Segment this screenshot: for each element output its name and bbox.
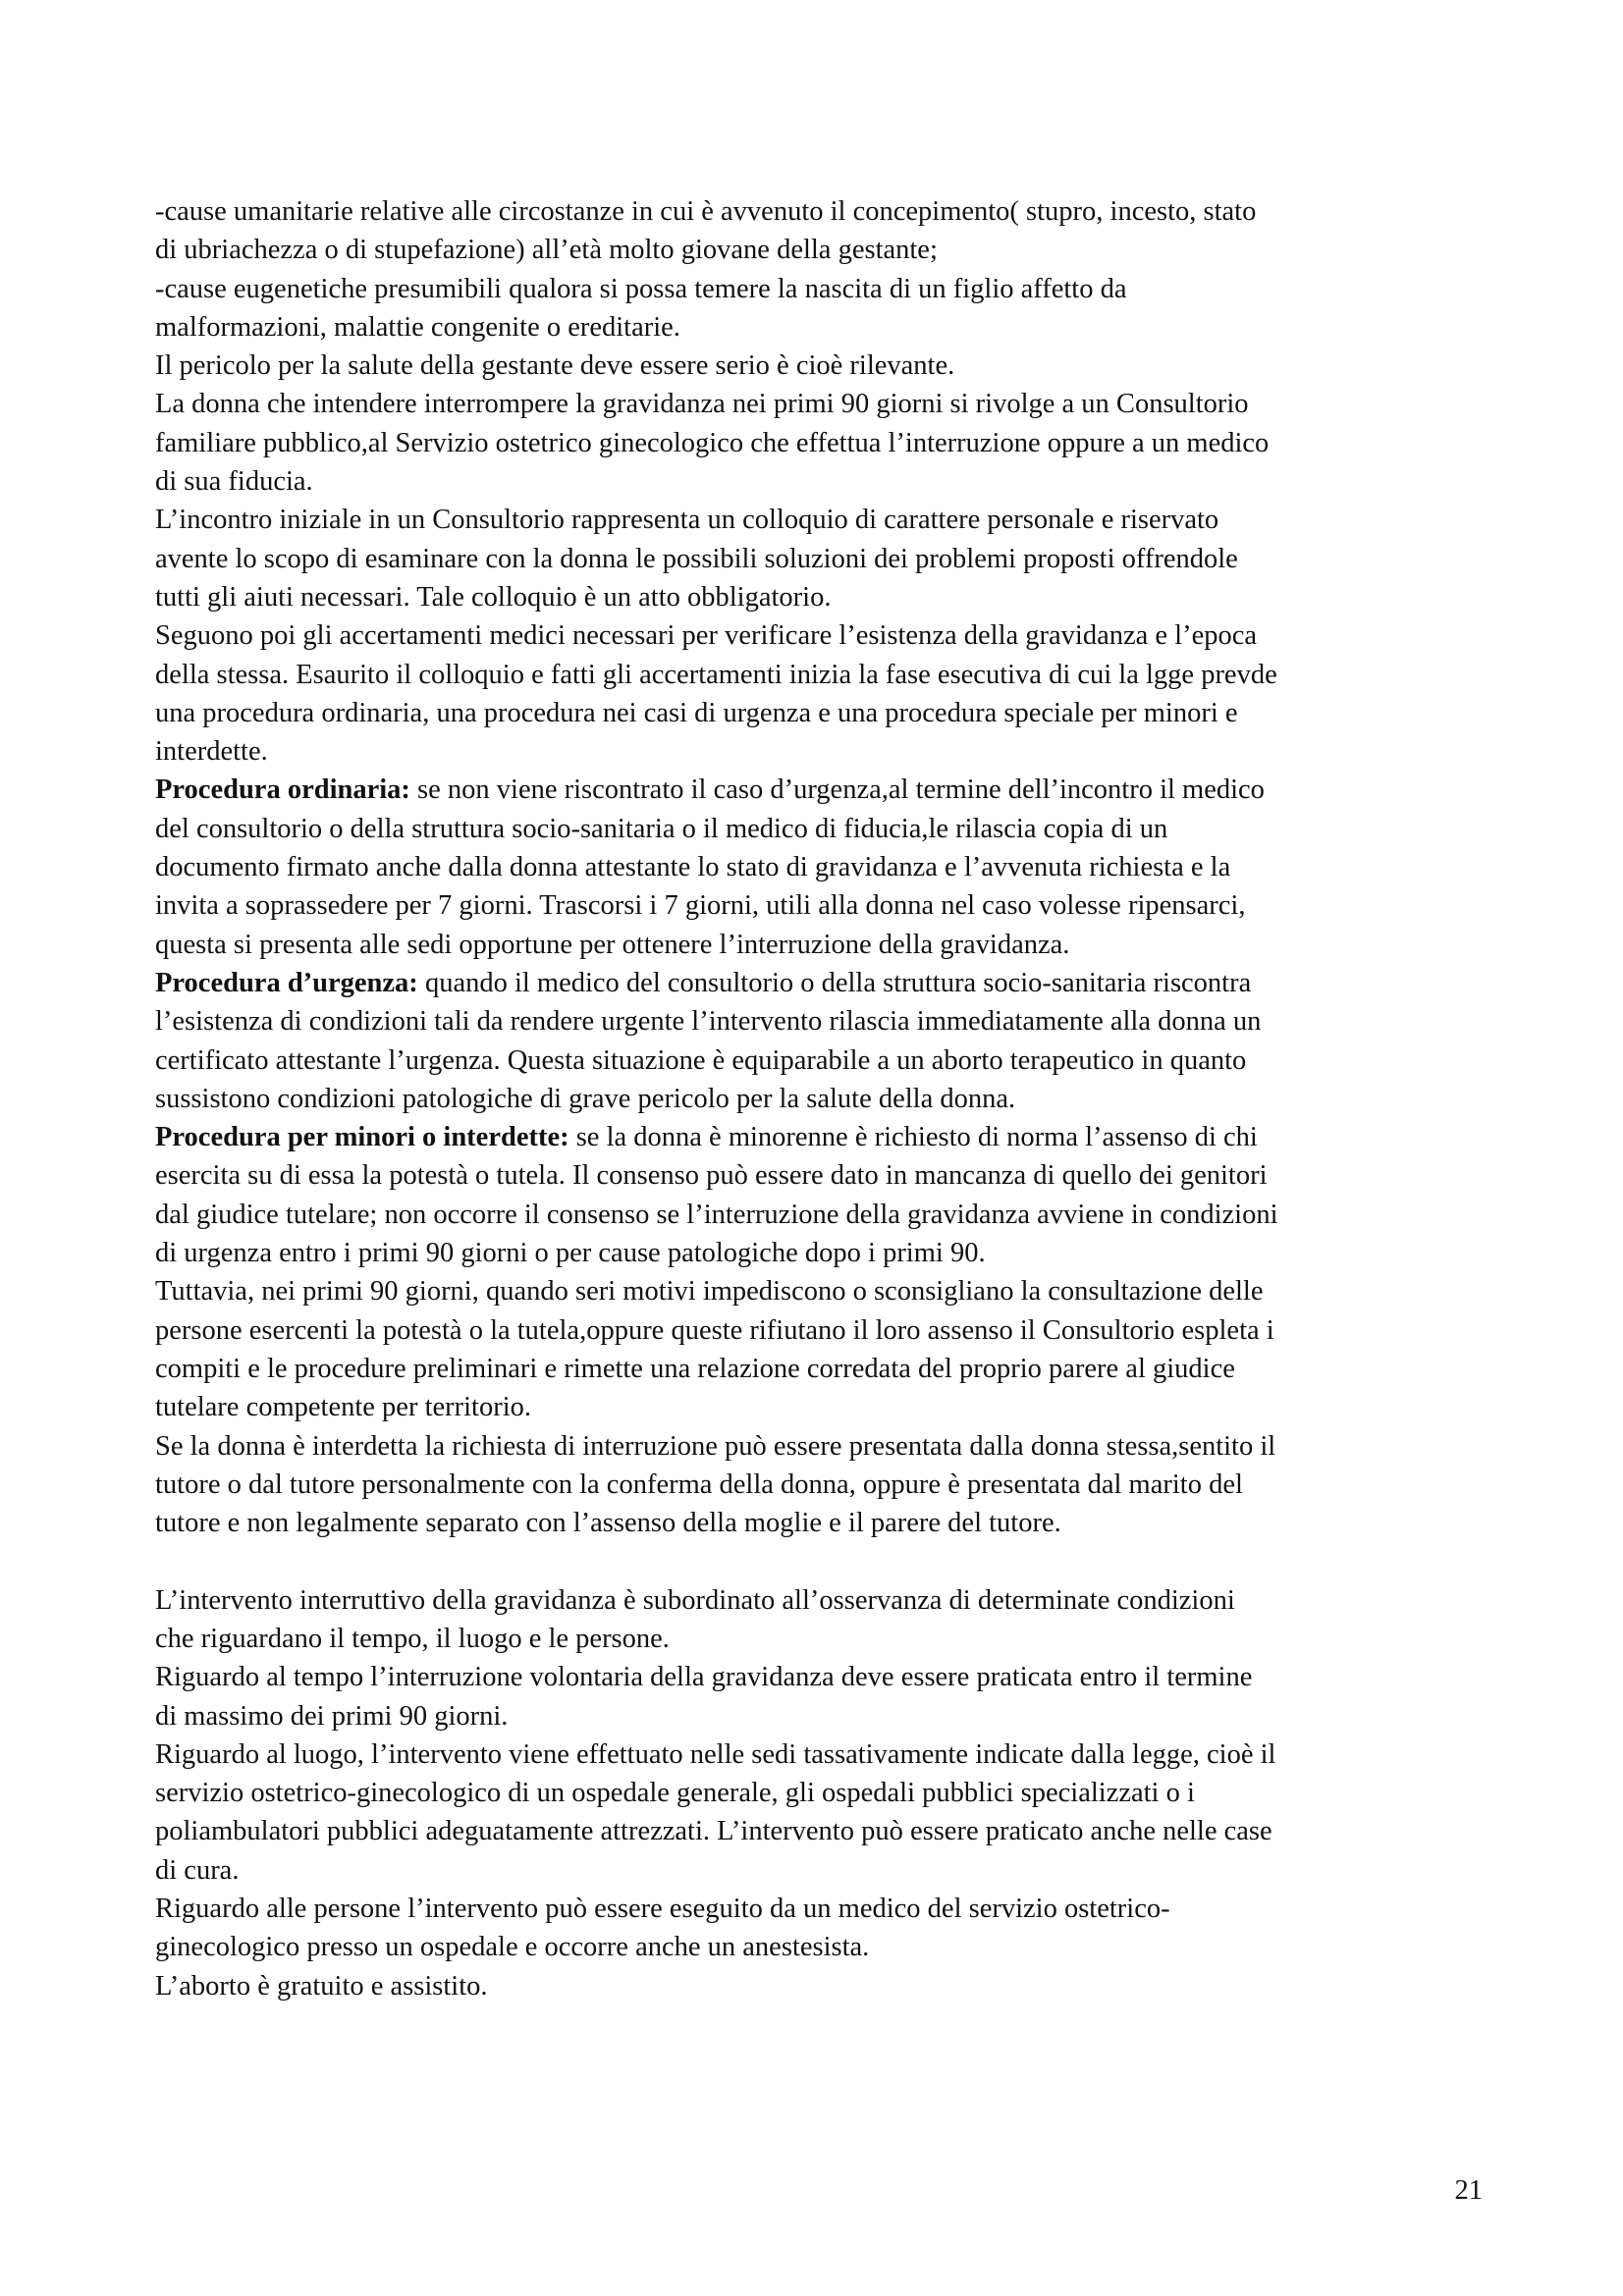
line-text: che riguardano il tempo, il luogo e le persone. bbox=[155, 1623, 670, 1654]
text-line bbox=[155, 694, 1476, 732]
line-text: Seguono poi gli accertamenti medici necessari per verificare l’esistenza della gravidanza e l’epoca bbox=[155, 620, 1258, 652]
text-line bbox=[155, 1311, 1476, 1350]
line-text: familiare pubblico,al Servizio ostetrico ginecologico che effettua l’interruzione oppure a un medico bbox=[155, 427, 1270, 458]
text-line bbox=[155, 385, 1476, 423]
line-text: avente lo scopo di esaminare con la donna le possibili soluzioni dei problemi proposti offrendole bbox=[155, 543, 1238, 574]
text-line bbox=[155, 424, 1476, 462]
text-line bbox=[155, 1427, 1476, 1466]
line-text: una procedura ordinaria, una procedura nei casi di urgenza e una procedura speciale per minori e bbox=[155, 697, 1238, 728]
line-text: documento firmato anche dalla donna attestante lo stato di gravidanza e l’avvenuta richiesta e la bbox=[155, 852, 1231, 883]
text-line bbox=[155, 1890, 1476, 1928]
line-text: Il pericolo per la salute della gestante deve essere serio è cioè rilevante. bbox=[155, 350, 955, 382]
body-paragraph bbox=[155, 192, 1476, 270]
body-paragraph bbox=[155, 616, 1476, 771]
text-line bbox=[155, 616, 1476, 655]
line-text: di massimo dei primi 90 giorni. bbox=[155, 1700, 509, 1732]
line-text: del consultorio o della struttura socio-sanitaria o il medico di fiducia,le rilascia copia di un bbox=[155, 813, 1168, 844]
line-text: di ubriachezza o di stupefazione) all’età molto giovane della gestante; bbox=[155, 235, 938, 266]
text-line bbox=[155, 501, 1476, 539]
text-line bbox=[155, 1041, 1476, 1080]
text-line bbox=[155, 1581, 1476, 1620]
body-paragraph bbox=[155, 385, 1476, 501]
text-line bbox=[155, 347, 1476, 385]
line-text: dal giudice tutelare; non occorre il consenso se l’interruzione della gravidanza avviene in condizioni bbox=[155, 1199, 1278, 1230]
text-line bbox=[155, 270, 1476, 308]
text-line bbox=[155, 1967, 1476, 2005]
procedure-text: se non viene riscontrato il caso d’urgenza,al termine dell’incontro il medico bbox=[409, 774, 1265, 806]
text-line bbox=[155, 732, 1476, 771]
body-paragraph bbox=[155, 1581, 1476, 1659]
line-text: ginecologico presso un ospedale e occorre anche un anestesista. bbox=[155, 1932, 870, 1963]
text-line bbox=[155, 964, 1476, 1002]
line-text: tutelare competente per territorio. bbox=[155, 1392, 531, 1423]
body-paragraph bbox=[155, 1735, 1476, 1890]
text-line bbox=[155, 810, 1476, 848]
text-line bbox=[155, 1466, 1476, 1504]
procedure-heading: Procedura ordinaria: bbox=[155, 774, 410, 806]
text-line bbox=[155, 1851, 1476, 1890]
line-text: Riguardo alle persone l’intervento può essere eseguito da un medico del servizio ostetrico- bbox=[155, 1894, 1170, 1925]
line-text: L’incontro iniziale in un Consultorio rappresenta un colloquio di carattere personale e riservato bbox=[155, 505, 1219, 536]
text-line bbox=[155, 231, 1476, 269]
text-line bbox=[155, 1735, 1476, 1774]
text-line bbox=[155, 656, 1476, 694]
body-paragraph bbox=[155, 1427, 1476, 1543]
document-body bbox=[155, 192, 1476, 2005]
body-paragraph bbox=[155, 1890, 1476, 1967]
text-line bbox=[155, 1272, 1476, 1310]
text-line bbox=[155, 1234, 1476, 1272]
line-text: L’aborto è gratuito e assistito. bbox=[155, 1970, 488, 2002]
procedure-paragraph bbox=[155, 964, 1476, 1118]
text-line bbox=[155, 1812, 1476, 1850]
text-line bbox=[155, 1658, 1476, 1696]
line-text: della stessa. Esaurito il colloquio e fatti gli accertamenti inizia la fase esecutiva di cui la lgge prevde bbox=[155, 659, 1277, 690]
text-line bbox=[155, 540, 1476, 578]
body-paragraph bbox=[155, 347, 1476, 385]
text-line bbox=[155, 1620, 1476, 1658]
line-text: -cause umanitarie relative alle circostanze in cui è avvenuto il concepimento( stupro, incesto, stato bbox=[155, 196, 1257, 227]
line-text: interdette. bbox=[155, 736, 268, 768]
line-text: Se la donna è interdetta la richiesta di interruzione può essere presentata dalla donna stessa,sentito il bbox=[155, 1430, 1276, 1462]
text-line bbox=[155, 771, 1476, 809]
procedure-paragraph bbox=[155, 771, 1476, 963]
body-paragraph bbox=[155, 1658, 1476, 1735]
line-text: Riguardo al tempo l’interruzione volontaria della gravidanza deve essere praticata entro il termine bbox=[155, 1662, 1253, 1693]
text-line bbox=[155, 926, 1476, 964]
text-line bbox=[155, 1504, 1476, 1542]
text-line bbox=[155, 1697, 1476, 1735]
body-paragraph bbox=[155, 501, 1476, 616]
procedure-text: quando il medico del consultorio o della struttura socio-sanitaria riscontra bbox=[417, 967, 1252, 998]
line-text: sussistono condizioni patologiche di grave pericolo per la salute della donna. bbox=[155, 1083, 1016, 1114]
line-text: malformazioni, malattie congenite o ereditarie. bbox=[155, 311, 680, 343]
text-line bbox=[155, 308, 1476, 347]
line-text: poliambulatori pubblici adeguatamente attrezzati. L’intervento può essere praticato anche nelle case bbox=[155, 1816, 1272, 1847]
text-line bbox=[155, 1002, 1476, 1041]
text-line bbox=[155, 1774, 1476, 1812]
line-text: tutore o dal tutore personalmente con la conferma della donna, oppure è presentata dal marito del bbox=[155, 1468, 1243, 1500]
line-text: compiti e le procedure preliminari e rimette una relazione corredata del proprio parere al giudice bbox=[155, 1353, 1235, 1384]
text-line bbox=[155, 1080, 1476, 1118]
line-text: invita a soprassedere per 7 giorni. Trascorsi i 7 giorni, utili alla donna nel caso volesse ripensarci, bbox=[155, 890, 1246, 922]
text-line bbox=[155, 1350, 1476, 1388]
line-text: Riguardo al luogo, l’intervento viene effettuato nelle sedi tassativamente indicate dalla legge, cioè il bbox=[155, 1738, 1276, 1770]
text-line bbox=[155, 848, 1476, 886]
text-line bbox=[155, 192, 1476, 231]
text-line bbox=[155, 1196, 1476, 1234]
text-line bbox=[155, 578, 1476, 616]
page-number: 21 bbox=[1454, 2175, 1483, 2206]
line-text: La donna che intendere interrompere la gravidanza nei primi 90 giorni si rivolge a un Consultorio bbox=[155, 389, 1249, 420]
paragraph-spacer bbox=[155, 1542, 1476, 1580]
line-text: persone esercenti la potestà o la tutela,oppure queste rifiutano il loro assenso il Consultorio espleta i bbox=[155, 1314, 1274, 1346]
line-text: l’esistenza di condizioni tali da rendere urgente l’intervento rilascia immediatamente alla donna un bbox=[155, 1006, 1262, 1038]
body-paragraph bbox=[155, 1272, 1476, 1426]
line-text: questa si presenta alle sedi opportune per ottenere l’interruzione della gravidanza. bbox=[155, 929, 1070, 960]
line-text: tutti gli aiuti necessari. Tale colloquio è un atto obbligatorio. bbox=[155, 581, 832, 613]
line-text: tutore e non legalmente separato con l’assenso della moglie e il parere del tutore. bbox=[155, 1508, 1061, 1539]
procedure-paragraph bbox=[155, 1118, 1476, 1272]
line-text: di cura. bbox=[155, 1854, 240, 1886]
text-line bbox=[155, 462, 1476, 501]
line-text: -cause eugenetiche presumibili qualora si possa temere la nascita di un figlio affetto da bbox=[155, 273, 1127, 304]
text-line bbox=[155, 1156, 1476, 1195]
body-paragraph bbox=[155, 1967, 1476, 2005]
procedure-heading: Procedura d’urgenza: bbox=[155, 967, 418, 998]
line-text: di urgenza entro i primi 90 giorni o per cause patologiche dopo i primi 90. bbox=[155, 1238, 986, 1269]
line-text: esercita su di essa la potestà o tutela. Il consenso può essere dato in mancanza di quello dei genitori bbox=[155, 1160, 1268, 1192]
text-line bbox=[155, 1928, 1476, 1966]
line-text: L’intervento interruttivo della gravidanza è subordinato all’osservanza di determinate condizioni bbox=[155, 1584, 1235, 1616]
text-line bbox=[155, 1118, 1476, 1156]
line-text: Tuttavia, nei primi 90 giorni, quando seri motivi impediscono o sconsigliano la consultazione delle bbox=[155, 1276, 1264, 1308]
procedure-heading: Procedura per minori o interdette: bbox=[155, 1122, 569, 1153]
text-line bbox=[155, 886, 1476, 925]
line-text: di sua fiducia. bbox=[155, 466, 313, 498]
procedure-text: se la donna è minorenne è richiesto di norma l’assenso di chi bbox=[568, 1122, 1258, 1153]
text-line bbox=[155, 1388, 1476, 1426]
line-text: certificato attestante l’urgenza. Questa situazione è equiparabile a un aborto terapeutico in quanto bbox=[155, 1044, 1247, 1076]
line-text: servizio ostetrico-ginecologico di un ospedale generale, gli ospedali pubblici specializzati o i bbox=[155, 1778, 1195, 1809]
body-paragraph bbox=[155, 270, 1476, 347]
